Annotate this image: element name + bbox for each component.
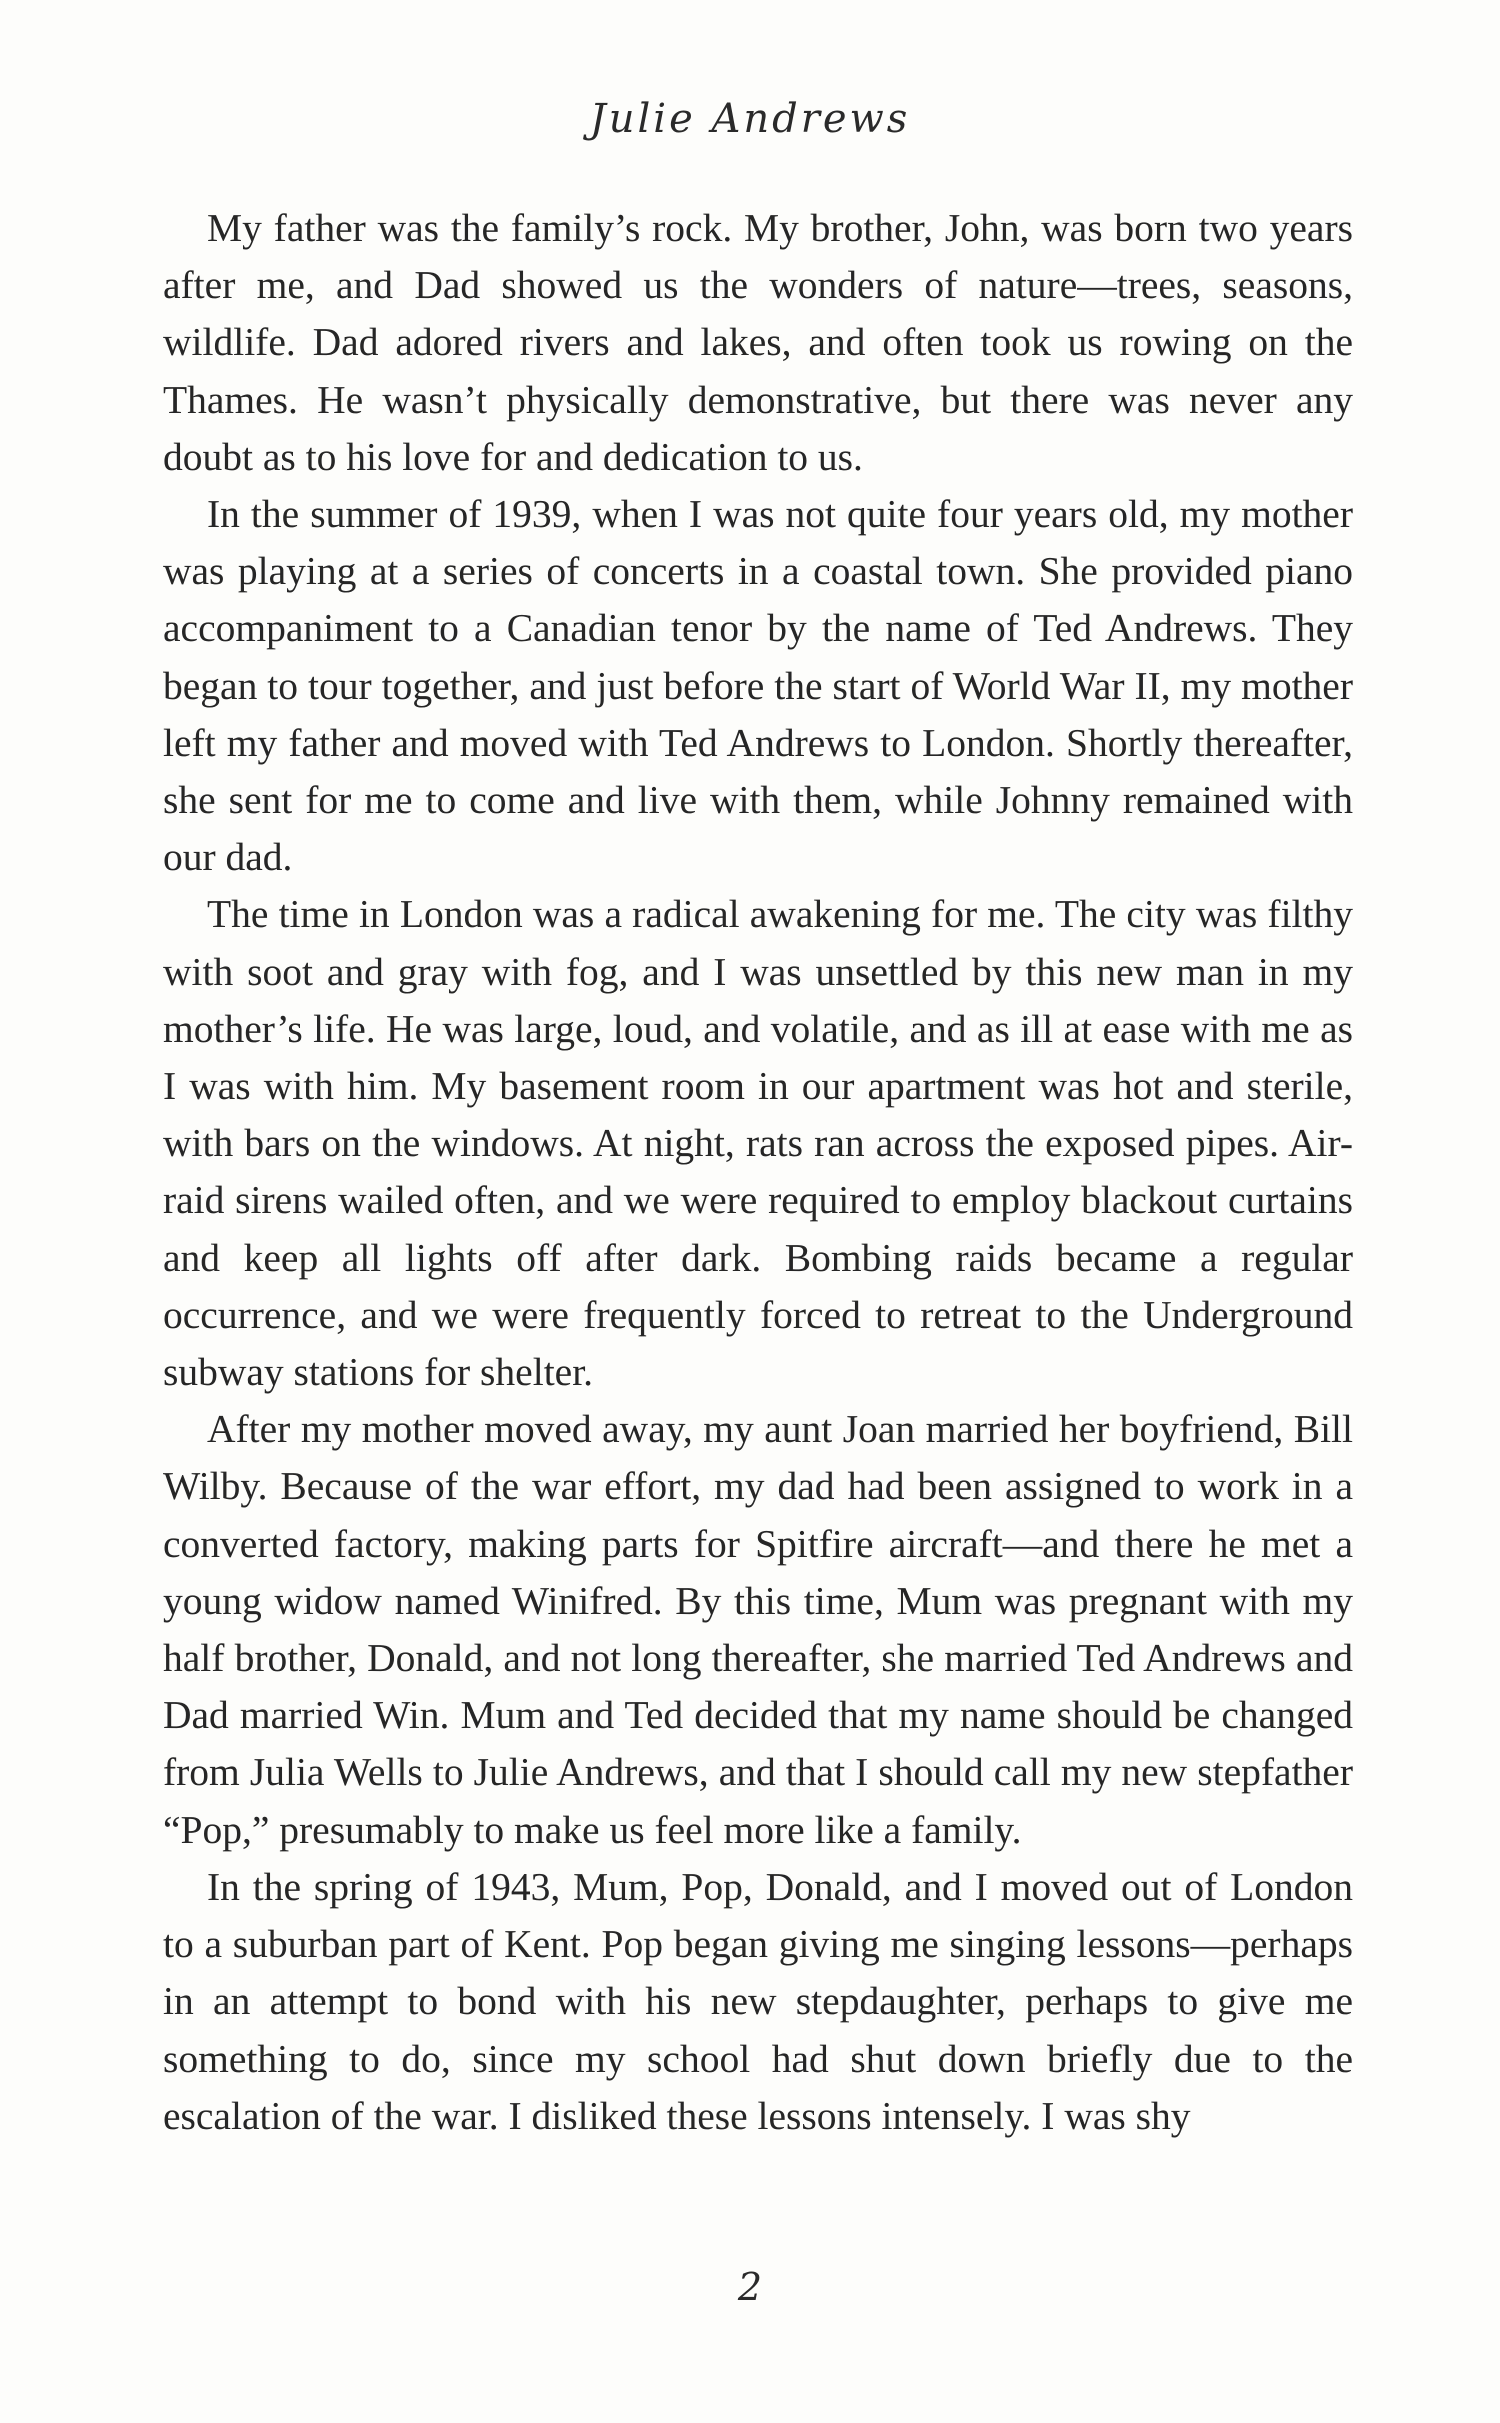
paragraph-2: In the summer of 1939, when I was not quite four years old, my mother was playing at a series of concerts in a coastal town. She provided piano accompaniment to a Canadian tenor by the name of Ted Andrews. They began to tour together, and just before the start of World War II, my mother left my father and moved with Ted Andrews to London. Shortly thereafter, she sent for me to come and live with them, while Johnny remained with our dad. <box>163 492 1353 880</box>
paragraph-5: In the spring of 1943, Mum, Pop, Donald, and I moved out of London to a suburban part of Kent. Pop began giving me singing lessons—perhaps in an attempt to bond with his new stepdaughter, perhaps to give me something to do, since my school had shut down briefly due to the escalation of the war. I disliked these lessons intensely. I was shy <box>163 1864 1353 2138</box>
paragraph-1: My father was the family’s rock. My brother, John, was born two years after me, and Dad showed us the wonders of nature—trees, seasons, wildlife. Dad adored rivers and lakes, and often took us rowing on the Thames. He wasn’t physically demonstrative, but there was never any doubt as to his love for and dedication to us. <box>163 206 1353 479</box>
paragraph-4: After my mother moved away, my aunt Joan married her boyfriend, Bill Wilby. Because of the war effort, my dad had been assigned to work in a converted factory, making parts for Spitfire aircraft—and there he met a young widow named Winifred. By this time, Mum was pregnant with my half brother, Donald, and not long thereafter, she married Ted Andrews and Dad married Win. Mum and Ted decided that my name should be changed from Julia Wells to Julie Andrews, and that I should call my new stepfather “Pop,” presumably to make us feel more like a family. <box>163 1407 1353 1852</box>
paragraph-3: The time in London was a radical awakening for me. The city was filthy with soot and gray with fog, and I was unsettled by this new man in my mother’s life. He was large, loud, and volatile, and as ill at ease with me as I was with him. My basement room in our apartment was hot and sterile, with bars on the windows. At night, rats ran across the exposed pipes. Air-raid sirens wailed often, and we were required to employ blackout curtains and keep all lights off after dark. Bombing raids became a regular occurrence, and we were frequently forced to retreat to the Underground subway stations for shelter. <box>163 892 1353 1395</box>
page-number: 2 <box>737 2265 763 2309</box>
body-text <box>163 200 1353 2145</box>
running-head: Julie Andrews <box>589 96 911 142</box>
